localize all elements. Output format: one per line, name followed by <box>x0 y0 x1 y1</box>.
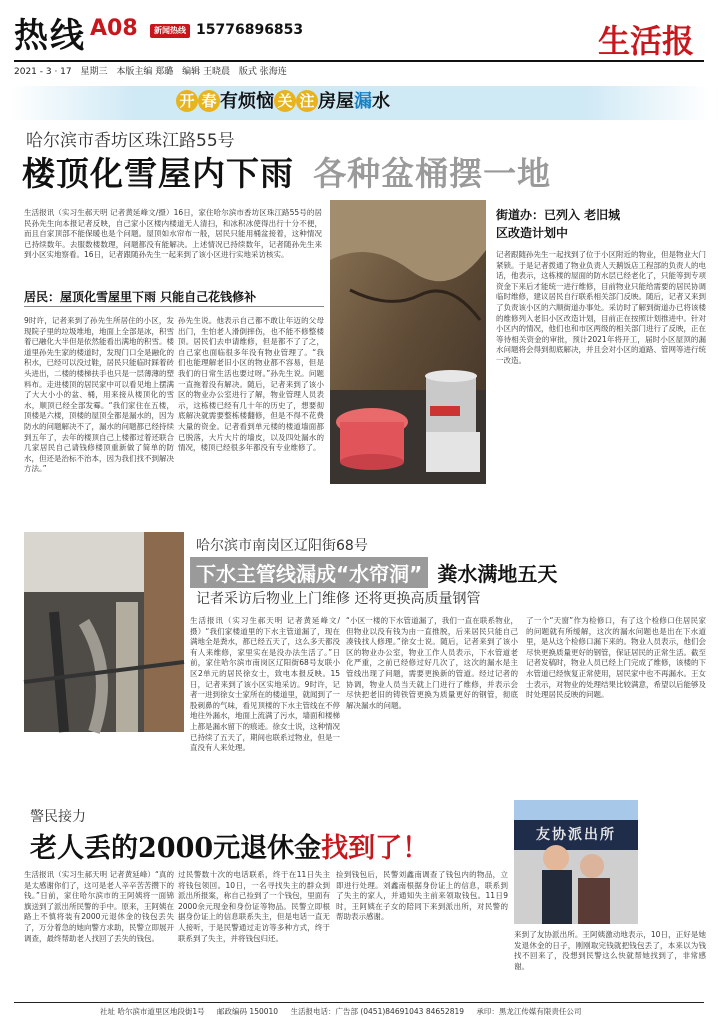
topic-banner-title <box>176 90 390 116</box>
story2-subheadline: 记者采访后物业上门维修 还将更换高质量钢管 <box>196 591 481 607</box>
footer-ad: 生活报电话：广告部 (0451)84691043 84652819 <box>290 1007 465 1016</box>
story1-headline <box>22 148 551 195</box>
page-number: A08 <box>90 16 138 41</box>
story1-col1: 9时许，记者来到了孙先生所居住的小区，发现院子里的垃圾堆地，地面上全部是冰，积雪着已融化大半但是依然能看出满地的积雪。楼道里孙先生家的楼道时，发现门口全是融化的积水，已经可以没过鞋，居民只能临时踩着砖头进出，二楼的楼梯扶手也只是一层薄薄的塑料布。走进楼顶的居民家中可以看见地上摆满了大大小小的盆、桶，用来接从楼顶化的雪水，顺顶已经全部发霉。“我们家住在五楼，顶楼是六楼，顶楼的屋顶全都是漏水的，因为防水的问题解决不了，漏水的问题都已经持续到五年了，去年的楼顶自己上楼都过着还联合几家居民自己请钱修楼顶重新做了简单的防水，但还是治标不治本，因为我们找不到解决方法。” <box>24 316 174 474</box>
designer: 版式 张海连 <box>238 67 287 77</box>
story2-headline <box>190 557 557 588</box>
newspaper-logo: 生活报 <box>598 22 695 60</box>
story1-subhead-left: 居民：屋顶化雪屋里下雨 只能自己花钱修补 <box>24 290 257 304</box>
masthead <box>0 0 718 80</box>
footer-rule <box>14 1002 704 1003</box>
footer-printer: 承印：黑龙江传媒有限责任公司 <box>476 1007 582 1016</box>
story1-col3: 记者跟随孙先生一起找到了位于小区附近的物业，但是物业大门紧锁。于是记者拨通了物业负责人天鹅饭店工程部的负责人的电话，他表示，这栋楼的屋面的防水层已经老化了，只能等到专项资金下来后才能统一进行维修，目前物业只能给需要的居民协调临时维修，建议居民自行联系相关部门反映。随后，记者又来到了负责该小区的六顺街道办事处。采访时了解到街道办已将该楼的维修列入老旧小区改造计划，目前正在按照计划推进中。针对小区内的情况，他们也和市区两级的相关部门进行了反映，正在等待相关资金的审批，预计2021年将开工，届时小区屋顶的漏水问题将会得到彻底解决，并且会对小区的道路、管网等进行统一改造。 <box>496 250 706 365</box>
story3-headline <box>30 826 429 865</box>
story1-headline-main: 楼顶化雪屋内下雨 <box>22 154 294 193</box>
police-and-elder-illustration <box>514 800 638 924</box>
story1-subhead-right-text: 街道办：已列入 老旧城区改造计划中 <box>496 208 621 240</box>
story3-col3: 捡到钱包后，民警刘鑫南调查了钱包内的物品，立即进行处理。刘鑫南根据身份证上的信息，联系到了失主的家人，并通知失主前来领取钱包。11日9时，王阿姨在子女的陪同下来到派出所，对民警的帮助表示感谢。 <box>336 870 508 922</box>
story1-col2: 孙先生说。他表示自己都不敢让年迈的父母出门，生怕老人滑倒摔伤，也不能不修整楼顶。居民们去申请维修，但是都不了了之，自己家也面临很多年没有物业管理了。“我们也能理解老旧小区的物业都不容易，但是我们的日常生活也要过呀。”孙先生说。问题一直拖着没有解决。随后，记者来到了该小区的物业办公室进行了解，物业管理人员表示，这栋楼已经有几十年的历史了，想要彻底解决就需要整栋楼翻修，但是不得不花费大量的资金。记者看到单元楼的楼道墙面都已脱落，大片大片的墙皮，以及四处漏水的情况，楼顶已经很多年都没有专业维修了。 <box>178 316 324 453</box>
hotline-badge <box>150 24 190 38</box>
story2-col2: “小区一楼的下水管道漏了，我们一直在联系物业，但物业以没有钱为由一直推脱，后来居民只能自己凑钱找人修理。”徐女士说。随后，记者来到了该小区的物业办公室，物业工作人员表示，下水管道老化严重，之前已经修过好几次了，这次的漏水是主管线出现了问题，需要更换新的管道。经过记者的协调，物业人员当天就上门进行了维修，并表示会尽快把老旧的铸铁管更换为质量更好的钢管，彻底解决漏水的问题。 <box>346 616 518 710</box>
story2-headline-quote: “水帘洞” <box>336 562 423 586</box>
banner-text-3: 水 <box>372 91 390 112</box>
ceiling-leak-illustration <box>330 200 486 484</box>
story3-photo-sign: 友协派出所 <box>536 827 616 843</box>
story1-headline-second: 各种盆桶摆一地 <box>313 154 552 193</box>
story1-subhead-rule <box>24 306 324 307</box>
editor: 编辑 王晓晨 <box>182 67 231 77</box>
footer-postcode: 邮政编码 150010 <box>217 1007 279 1016</box>
banner-circle-1: 开 <box>176 90 198 112</box>
story3-headline-found: 找到了！ <box>321 833 430 864</box>
banner-text-1: 有烦恼 <box>220 91 274 112</box>
story1-subhead-right <box>496 206 706 242</box>
story1-intro: 生活报讯（实习生郝天明 记者黄延峰文/摄）16日，家住哈尔滨市香坊区珠江路55号的居民孙先生向本报记者反映，自己家小区楼内楼道无人清扫，和冰积冰使得出行十分不便，而且自家顶部不能保暖也是个问题。屋顶如水帘布一般，居民只能用桶盆接着，这种情况已持续数年。去服数楼数理，问题都没有能解决。上述情况已持续数年，记者随孙先生来到小区实地察看。16日，记者跟随孙先生一起来到了该小区进行实地采访核实。 <box>24 208 322 260</box>
footer <box>100 1006 581 1017</box>
story2-location: 哈尔滨市南岗区辽阳街68号 <box>196 538 368 554</box>
story3-col2: 过民警数十次的电话联系，终于在11日失主将钱包领回。10日，一名寻找失主的群众到派出所报案，称自己捡到了一个钱包，里面有2000余元现金和身份证等物品。民警立即根据身份证上的信息联系失主，但是电话一直无人接听，于是民警通过走访等多种方式，终于联系到了失主，并将钱包归还。 <box>178 870 330 943</box>
story2-photo <box>24 532 184 732</box>
masthead-rule <box>14 60 704 62</box>
story3-col4: 来到了友协派出所。王阿姨激动地表示，10日，正好是她发退休金的日子，刚刚取完钱就把钱包丢了，本来以为钱找不回来了，没想到民警这么快就帮她找到了，非常感谢。 <box>514 930 706 971</box>
story2-col3: 了一个“天窗”作为检修口，有了这个检修口住居民家的问题就有所缓解，这次的漏水问题也是出在下水道里，是从这个检修口漏下来的。物业人员表示，他们会尽快更换质量更好的钢管，保证居民的正常生活。截至记者发稿时，物业人员已经上门完成了维修，该楼的下水管道已经恢复正常使用，居民家中也不再漏水。王女士表示，对物业的处理结果比较满意，希望以后能够及时处理居民反映的问题。 <box>526 616 706 700</box>
banner-circle-2: 春 <box>198 90 220 112</box>
story2-col1: 生活报讯（实习生郝天明 记者黄延峰文/摄）“我们家楼道里的下水主管道漏了，现在满地全是粪水，都已经五天了，这么多天都没有人来维修，家里实在是没办法生活了。”日前，家住哈尔滨市南岗区辽阳街68号友联小区2单元的居民徐女士，致电本报反映。15日，记者来到了该小区实地采访。9时许，记者一进到徐女士家所在的楼道里，就闻到了一股刺鼻的气味，看见顶楼的下水主管线在不停地往外漏水，地面上流满了污水，墙面和楼梯上都是漏水留下的痕迹。徐女士说，这种情况已持续了五天了，期间也联系过物业，但是一直没有人来处理。 <box>190 616 340 753</box>
drain-pipe-illustration <box>24 532 184 732</box>
story2-headline-main: 下水主管线漏成 <box>196 562 336 586</box>
story3-photo <box>514 800 638 924</box>
story3-headline-main: 老人丢的2000元退休金 <box>30 833 322 864</box>
hotline-label: 新闻热线 <box>154 26 186 35</box>
story1-location: 哈尔滨市香坊区珠江路55号 <box>26 131 235 151</box>
story2-headline-box <box>190 557 428 588</box>
story2-headline-second: 粪水满地五天 <box>437 562 558 586</box>
dateline <box>14 64 287 77</box>
banner-text-2: 房屋 <box>318 91 354 112</box>
chief-editor: 本版主编 郑璐 <box>116 67 174 77</box>
story1-photo <box>330 200 486 484</box>
date: 2021 - 3 · 17 <box>14 67 72 77</box>
section-title: 热线 <box>14 16 86 56</box>
story3-col1: 生活报讯（实习生郝天明 记者黄延峰）“真的是太感谢你们了，这可是老人辛辛苦苦攒下的钱。”日前，家住哈尔滨市的王阿姨将一面锦旗送到了派出所民警的手中。原来，王阿姨在路上不慎将装有2000元退休金的钱包丢失了，万分着急的她向警方求助，民警立即展开调查，最终帮助老人找回了丢失的钱包。 <box>24 870 174 943</box>
banner-circle-4: 注 <box>296 90 318 112</box>
banner-circle-3: 关 <box>274 90 296 112</box>
footer-address: 社址 哈尔滨市道里区地段街1号 <box>100 1007 205 1016</box>
weekday: 星期三 <box>80 67 108 77</box>
story3-kicker: 警民接力 <box>30 809 86 825</box>
hotline-number: 15776896853 <box>196 22 304 38</box>
banner-leak-char: 漏 <box>354 91 372 112</box>
